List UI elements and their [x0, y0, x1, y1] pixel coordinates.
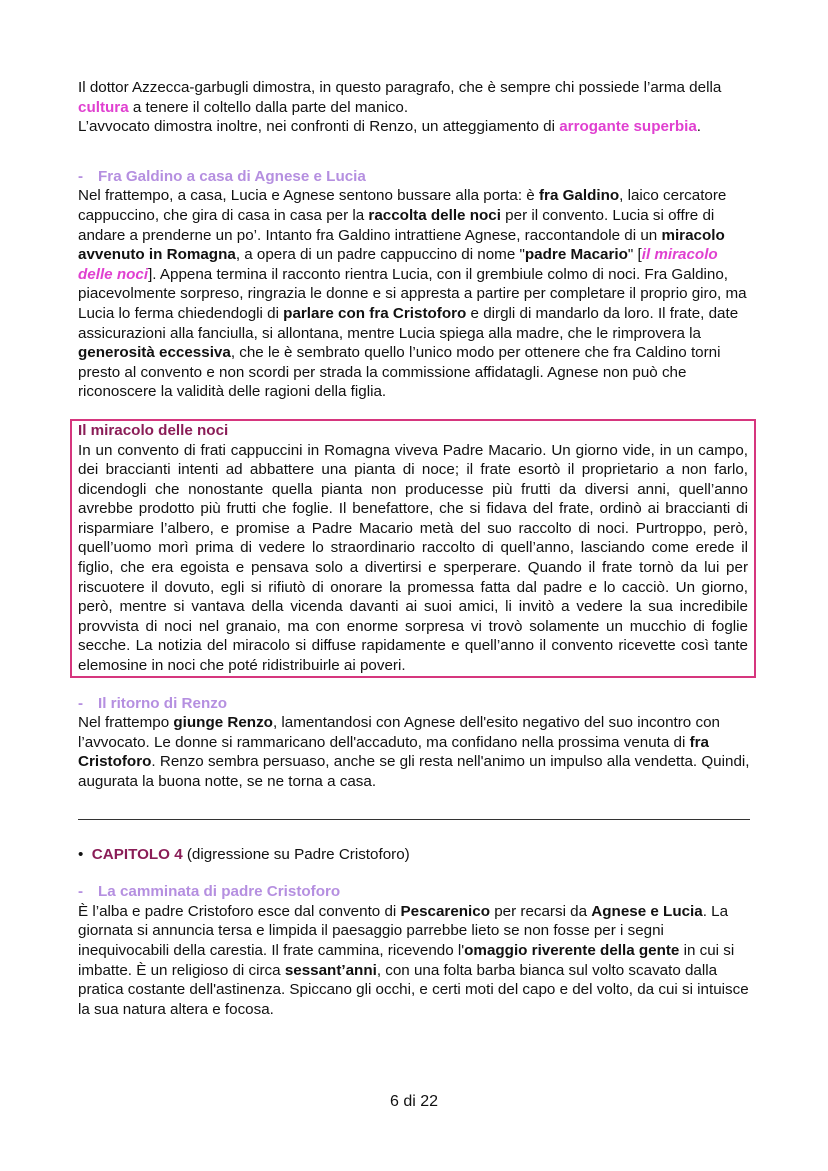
section-paragraph-ritorno-renzo: Nel frattempo giunge Renzo, lamentandosi con Agnese dell'esito negativo del suo incontro con l’avvocato. Le donne si rammaricano dell'accaduto, ma confidano nella prossima venuta di fra Cristoforo. Renzo sembra persuaso, anche se gli resta nell'animo un impulso alla vendetta. Quindi, augurata la buona notte, se ne torna a casa. [78, 714, 750, 790]
intro-block [78, 78, 750, 137]
box-title: Il miracolo delle noci [78, 421, 229, 439]
highlight-miracolo-noci: il miracolo delle noci [78, 246, 718, 283]
chapter-heading: • CAPITOLO 4 (digressione su Padre Cristoforo) [78, 845, 410, 863]
section-paragraph-fra-galdino: Nel frattempo, a casa, Lucia e Agnese sentono bussare alla porta: è fra Galdino, laico cercatore cappuccino, che gira di casa in casa per la raccolta delle noci per il convento. Lucia si offre di andare a prenderne un po’. Intanto fra Galdino intrattiene Agnese, raccontandole di un miracolo avvenuto in Romagna, a opera di un padre cappuccino di nome "padre Macario" [il miracolo delle noci]. Appena termina il racconto rientra Lucia, con il grembiule colmo di noci. Fra Galdino, piacevolmente sorpreso, ringrazia le donne e si appresta a partire per completare il proprio giro, ma Lucia lo ferma chiedendogli di parlare con fra Cristoforo e dirgli di mandarlo da loro. Il frate, date assicurazioni alla fanciulla, si allontana, mentre Lucia spiega alla madre, che le rimprovera la generosità eccessiva, che le è sembrato quello l’unico modo per ottenere che fra Caldino torni presto al convento e non scordi per strada la commissione affidatagli. Agnese non può che riconoscere la validità delle ragioni della figlia. [78, 187, 747, 401]
highlight-cultura: cultura [78, 98, 129, 116]
section-heading-ritorno-renzo: - Il ritorno di Renzo [78, 694, 228, 712]
section-heading-fra-galdino: - Fra Galdino a casa di Agnese e Lucia [78, 167, 366, 185]
bullet-icon: • [78, 845, 84, 863]
heading-dash: - [78, 167, 84, 185]
section-fra-galdino [78, 167, 750, 402]
section-paragraph-camminata: È l’alba e padre Cristoforo esce dal convento di Pescarenico per recarsi da Agnese e Lucia. La giornata si annuncia tersa e limpida il paesaggio parrebbe lieto se non fosse per i segni inequivocabili della carestia. Il frate cammina, ricevendo l'omaggio riverente della gente in cui si imbatte. È un religioso di circa sessant’anni, con una folta barba bianca sul volto scavato dalla pratica costante dell'astinenza. Spiccano gli occhi, e certi moti del capo e del volto, da cui si intuisce la sua natura altera e focosa. [78, 902, 749, 1018]
highlight-arrogante-superbia: arrogante superbia [559, 118, 697, 136]
intro-paragraph-2: L’avvocato dimostra inoltre, nei confronti di Renzo, un atteggiamento di arrogante superbia. [78, 118, 702, 136]
document-page [78, 78, 750, 1019]
heading-dash: - [78, 694, 84, 712]
box-text: In un convento di frati cappuccini in Romagna viveva Padre Macario. Un giorno vide, in un campo, dei braccianti intenti ad abbattere una pianta di noce; il frate esortò il proprietario a non farlo, dicendogli che nonostante quella pianta non producesse più frutti da diversi anni, quell’anno avrebbe prodotto più frutti che foglie. Il benefattore, che si fidava del frate, ordinò ai braccianti di risparmiare l’albero, e promise a Padre Macario metà del suo raccolto di noci. Purtroppo, però, quell’uomo morì prima di vedere lo straordinario raccolto di quell’anno, lasciando come erede il figlio, che era egoista e pensava solo a divertirsi e sperperare. Quando il frate tornò da lui per riscuotere il dovuto, egli si rifiutò di onorare la promessa fatta dal padre e lo cacciò. Un giorno, però, mentre si vantava della vicenda davanti ai suoi amici, li invitò a vedere la sua incredibile provvista di noci nel granaio, ma con enorme sorpresa vi trovò solamente un mucchio di foglie secche. La notizia del miracolo si diffuse rapidamente e quell’anno il convento ricevette così tante elemosine in noci che poté ridistribuirle ai poveri. [78, 441, 748, 675]
intro-paragraph-1: Il dottor Azzecca-garbugli dimostra, in questo paragrafo, che è sempre chi possiede l’arma della cultura a tenere il coltello dalla parte del manico. [78, 79, 722, 116]
section-heading-camminata: - La camminata di padre Cristoforo [78, 883, 341, 901]
page-number: 6 di 22 [389, 1093, 439, 1110]
section-ritorno-renzo [78, 694, 750, 792]
miracolo-noci-box [70, 419, 756, 678]
heading-dash: - [78, 883, 84, 901]
section-camminata [78, 882, 750, 1019]
